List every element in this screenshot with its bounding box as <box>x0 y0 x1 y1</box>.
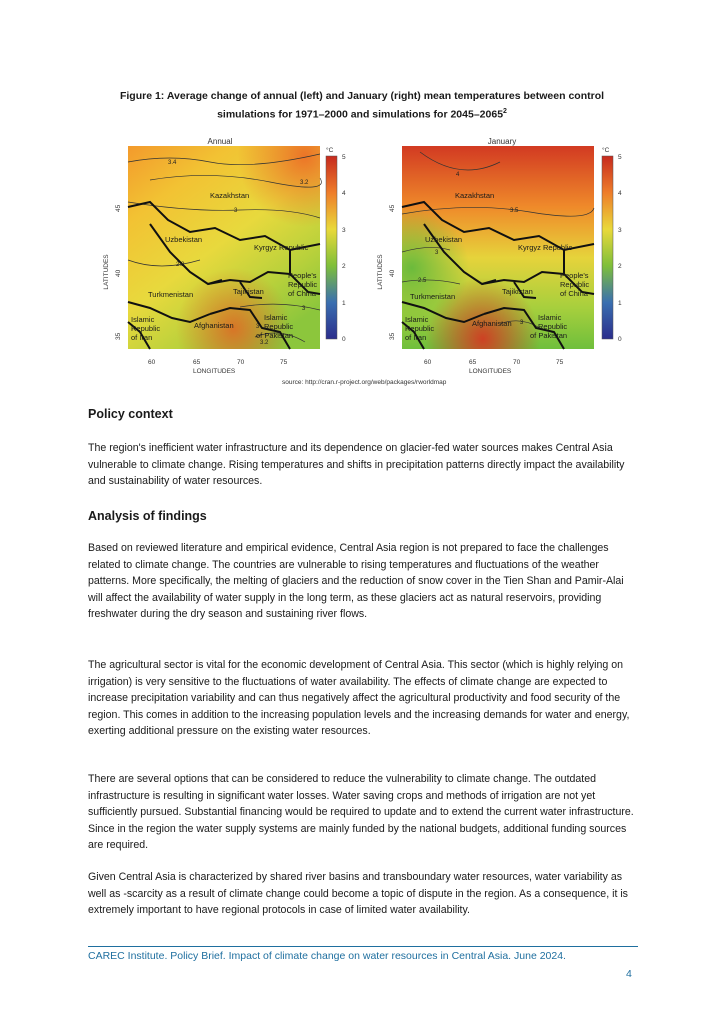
cbar-right-tick-4: 4 <box>618 190 622 197</box>
paragraph-analysis-1: Based on reviewed literature and empirical evidence, Central Asia region is not prepared to face the challenges related to climate change. The countries are vulnerable to rising temperatures and fluctuations of the weather patterns. More specifically, the melting of glaciers and the reduction of snow cover in the Tien Shan and Pamir-Alai will affect the availability of water supply in the long term, as these glaciers act as natural reservoirs, providing freshwater during the dry season and sustaining river flows. <box>88 542 624 621</box>
label-january-kyrgyz: Kyrgyz Republic <box>518 243 573 252</box>
x-tick-right-70: 70 <box>513 359 521 366</box>
label-annual-china-3: of China <box>288 289 316 298</box>
label-annual-iran-2: Republic <box>131 324 161 333</box>
cbar-left-tick-0: 0 <box>342 336 346 343</box>
label-january-china-3: of China <box>560 289 588 298</box>
y-tick-right-40: 40 <box>389 269 396 277</box>
footer-divider <box>88 946 638 947</box>
footer-text: CAREC Institute. Policy Brief. Impact of climate change on water resources in Central Asia. June 2024. <box>88 950 566 962</box>
colorbar-left <box>326 156 337 339</box>
cbar-left-tick-3: 3 <box>342 227 346 234</box>
map-january <box>402 146 594 349</box>
label-january-pak-2: Republic <box>538 322 568 331</box>
contour-january-1: 4 <box>456 172 460 178</box>
label-annual-iran-1: Islamic <box>131 315 155 324</box>
y-tick-left-45: 45 <box>115 204 122 212</box>
y-tick-right-45: 45 <box>389 204 396 212</box>
label-annual-pak-2: Republic <box>264 322 294 331</box>
contour-january-5: 3 <box>520 320 524 326</box>
colorbar-unit-right: °C <box>602 147 610 154</box>
label-january-iran-2: Republic <box>405 324 435 333</box>
label-annual-china-2: Republic <box>288 280 318 289</box>
colorbar-unit-left: °C <box>326 147 334 154</box>
x-tick-right-60: 60 <box>424 359 432 366</box>
label-annual-tajikistan: Tajikistan <box>233 287 264 296</box>
x-axis-label-left: LONGITUDES <box>193 368 236 375</box>
label-january-pak-1: Islamic <box>538 313 562 322</box>
x-axis-label-right: LONGITUDES <box>469 368 512 375</box>
cbar-right-tick-1: 1 <box>618 300 622 307</box>
cbar-right-tick-3: 3 <box>618 227 622 234</box>
label-annual-afghanistan: Afghanistan <box>194 321 234 330</box>
paragraph-policy-context: The region's inefficient water infrastructure and its dependence on glacier-fed water sources makes Central Asia vulnerable to climate change. Rising temperatures and shifts in precipitation patterns directly impact the availability and sustainability of water resources. <box>88 442 625 488</box>
cbar-left-tick-5: 5 <box>342 154 346 161</box>
map-title-annual: Annual <box>207 137 233 146</box>
colorbar-right <box>602 156 613 339</box>
label-annual-iran-3: of Iran <box>131 333 153 342</box>
temperature-maps-svg <box>90 132 634 392</box>
contour-annual-1: 3.4 <box>168 160 177 166</box>
figure-caption <box>90 88 634 123</box>
label-annual-kazakhstan: Kazakhstan <box>210 191 250 200</box>
label-january-pak-3: of Pakistan <box>530 331 568 340</box>
contour-annual-5: 3 <box>302 306 306 312</box>
y-axis-label-right: LATITUDES <box>377 254 384 290</box>
y-axis-label-left: LATITUDES <box>103 254 110 290</box>
label-annual-kyrgyz: Kyrgyz Republic <box>254 243 309 252</box>
label-annual-china-1: People's <box>288 271 317 280</box>
x-tick-left-65: 65 <box>193 359 201 366</box>
contour-annual-6: 3 <box>256 324 260 330</box>
contour-january-2: 3.5 <box>510 208 519 214</box>
label-january-afghanistan: Afghanistan <box>472 319 512 328</box>
cbar-right-tick-0: 0 <box>618 336 622 343</box>
contour-january-4: 2.5 <box>418 278 427 284</box>
page-number: 4 <box>626 968 632 980</box>
label-annual-turkmenistan: Turkmenistan <box>148 290 194 299</box>
label-january-china-2: Republic <box>560 280 590 289</box>
figure-caption-footnote: 2 <box>503 108 507 115</box>
y-tick-left-35: 35 <box>115 332 122 340</box>
heading-policy-context: Policy context <box>88 407 173 421</box>
x-tick-left-60: 60 <box>148 359 156 366</box>
contour-annual-4: 2.8 <box>176 262 185 268</box>
label-annual-pak-1: Islamic <box>264 313 288 322</box>
contour-annual-3: 3 <box>234 208 238 214</box>
paragraph-analysis-4: Given Central Asia is characterized by shared river basins and transboundary water resources, water variability as well as -scarcity as a result of climate change could become a topic of dispute in the region. As a consequence, it is extremely important to have regional protocols in case of limited water availability. <box>88 871 628 917</box>
contour-annual-2: 3.2 <box>300 180 309 186</box>
x-tick-left-70: 70 <box>237 359 245 366</box>
label-annual-pak-3: of Pakistan <box>256 331 294 340</box>
map-title-january: January <box>487 137 517 146</box>
heading-analysis-of-findings: Analysis of findings <box>88 509 207 523</box>
label-january-turkmenistan: Turkmenistan <box>410 292 456 301</box>
label-january-iran-3: of Iran <box>405 333 427 342</box>
y-tick-left-40: 40 <box>115 269 122 277</box>
label-january-tajikistan: Tajikistan <box>502 287 533 296</box>
contour-january-3: 3 <box>435 250 439 256</box>
figure-source: source: http://cran.r-project.org/web/packages/rworldmap <box>282 379 447 386</box>
cbar-left-tick-1: 1 <box>342 300 346 307</box>
x-tick-right-65: 65 <box>469 359 477 366</box>
label-january-kazakhstan: Kazakhstan <box>455 191 495 200</box>
cbar-right-tick-5: 5 <box>618 154 622 161</box>
figure-caption-text: Figure 1: Average change of annual (left) and January (right) mean temperatures between control simulations for 1971–2000 and simulations for 2045–2065 <box>119 90 605 121</box>
x-tick-left-75: 75 <box>280 359 288 366</box>
map-annual <box>128 146 321 349</box>
paragraph-analysis-3: There are several options that can be considered to reduce the vulnerability to climate change. The outdated infrastructure is resulting in significant water losses. Water saving crops and methods of irrigation are not yet sufficiently pursued. Substantial financing would be required to update and to extend the current water infrastructure. Since in the region the water supply systems are mainly funded by the national budgets, additional funding sources are required. <box>88 773 634 852</box>
cbar-left-tick-4: 4 <box>342 190 346 197</box>
paragraph-analysis-2: The agricultural sector is vital for the economic development of Central Asia. This sector (which is highly relying on irrigation) is very sensitive to the fluctuations of water availability. The effects of climate change are expected to increase precipitation variability and can thus negatively affect the agricultural productivity and food security of the region. This comes in addition to the increasing population levels and the increasing demands for water and energy, exerting additional pressure on the existing water resources. <box>88 659 630 738</box>
cbar-left-tick-2: 2 <box>342 263 346 270</box>
label-january-china-1: People's <box>560 271 589 280</box>
label-january-iran-1: Islamic <box>405 315 429 324</box>
temperature-change-figure <box>90 132 634 392</box>
contour-annual-7: 3.2 <box>260 340 269 346</box>
cbar-right-tick-2: 2 <box>618 263 622 270</box>
label-annual-uzbekistan: Uzbekistan <box>165 235 203 244</box>
label-january-uzbekistan: Uzbekistan <box>425 235 463 244</box>
x-tick-right-75: 75 <box>556 359 564 366</box>
y-tick-right-35: 35 <box>389 332 396 340</box>
